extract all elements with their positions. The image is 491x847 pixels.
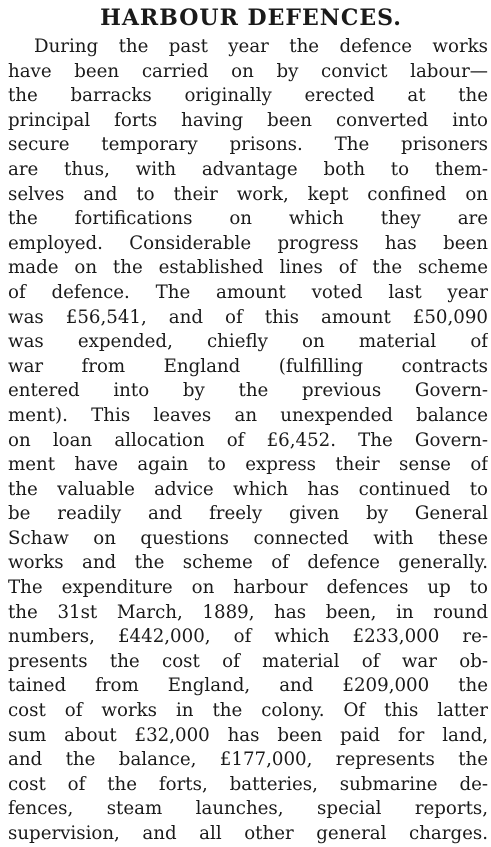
article-line: was expended, chiefly on material of: [8, 331, 488, 353]
article-line: fences, steam launches, special reports,: [8, 798, 488, 820]
article-line: of defence. The amount voted last year: [8, 281, 488, 303]
article-line: ment). This leaves an unexpended balance: [8, 404, 488, 426]
article-line: ment have again to express their sense of: [8, 454, 488, 476]
article-line: supervision, and all other general charges.: [8, 823, 488, 844]
article-line: sum about £32,000 has been paid for land,: [8, 724, 488, 746]
article-line: entered into by the previous Govern-: [8, 380, 488, 402]
article-line: numbers, £442,000, of which £233,000 re-: [8, 626, 488, 648]
article-line: works and the scheme of defence generally.: [8, 552, 488, 574]
article-line: The expenditure on harbour defences up to: [8, 577, 488, 599]
article-line: be readily and freely given by General: [8, 503, 488, 525]
article-line: tained from England, and £209,000 the: [8, 675, 488, 697]
article-line: war from England (fulfilling contracts: [8, 355, 488, 377]
newspaper-clipping: [8, 3, 488, 847]
article-line: on loan allocation of £6,452. The Govern-: [8, 429, 488, 451]
article-line: the valuable advice which has continued to: [8, 478, 488, 500]
article-line: are thus, with advantage both to them-: [8, 158, 488, 180]
article-line: Schaw on questions connected with these: [8, 527, 488, 549]
article-line: cost of the forts, batteries, submarine de-: [8, 773, 488, 795]
article-line: was £56,541, and of this amount £50,090: [8, 306, 488, 328]
article-line: made on the established lines of the scheme: [8, 257, 488, 279]
article-line: the fortifications on which they are: [8, 208, 488, 230]
article-line: and the balance, £177,000, represents the: [8, 749, 488, 771]
article-body: [8, 35, 488, 847]
article-line: principal forts having been converted into: [8, 109, 488, 131]
article-line: cost of works in the colony. Of this latter: [8, 700, 488, 722]
article-line: the 31st March, 1889, has been, in round: [8, 601, 488, 623]
article-line: have been carried on by convict labour—: [8, 60, 488, 82]
article-line: During the past year the defence works: [34, 36, 488, 57]
article-line: the barracks originally erected at the: [8, 85, 488, 107]
article-line: selves and to their work, kept confined on: [8, 183, 488, 205]
article-line: employed. Considerable progress has been: [8, 232, 488, 254]
article-headline: HARBOUR DEFENCES.: [100, 5, 402, 31]
article-line: secure temporary prisons. The prisoners: [8, 134, 488, 156]
article-line: presents the cost of material of war ob-: [8, 650, 488, 672]
